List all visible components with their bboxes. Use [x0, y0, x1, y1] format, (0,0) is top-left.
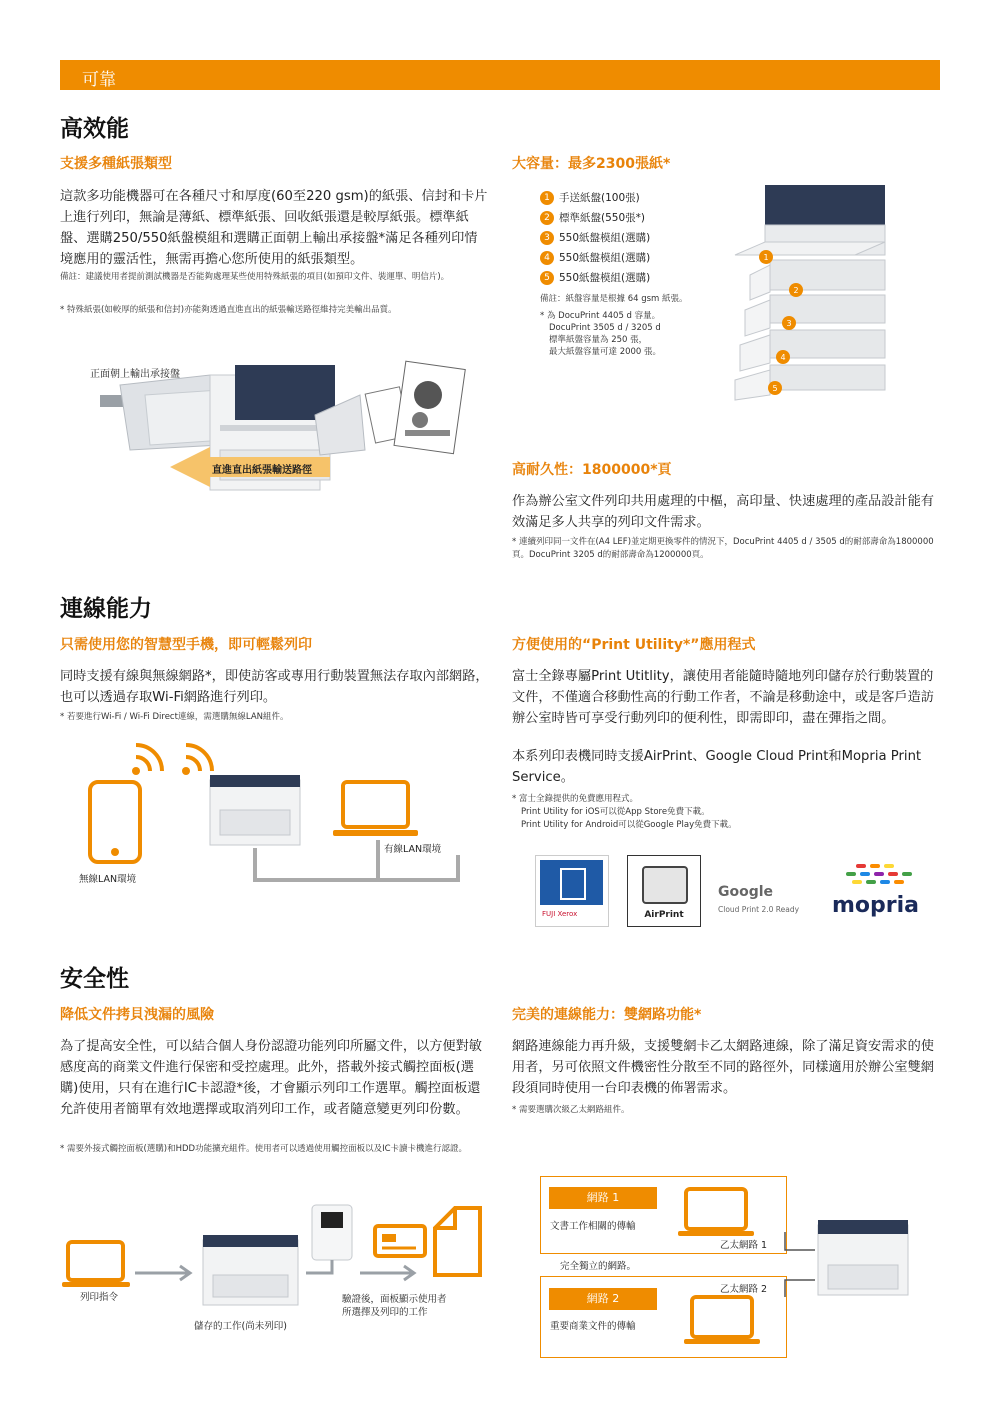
dual-network-illustration: [670, 1185, 920, 1345]
capacity-text: 550紙盤模組(選購): [559, 252, 651, 264]
smartphone-body: 同時支援有線與無線網路*，即使訪客或專用行動裝置無法存取內部網路，也可以透過存取Wi-Fi網路進行列印。: [60, 669, 489, 705]
print-utility-note-line2: Print Utility for iOS可以從App Store免費下載。: [521, 807, 710, 817]
network2-desc: 重要商業文件的傳輸: [550, 1321, 636, 1332]
tray-label: 4: [780, 353, 786, 362]
capacity-item: [540, 228, 740, 248]
label-wireless-lan: 無線LAN環境: [79, 874, 137, 885]
heading-performance: 高效能: [60, 116, 129, 142]
fuji-xerox-app-logo: [535, 855, 609, 927]
label-verify-line1: 驗證後，面板顯示使用者: [342, 1294, 447, 1305]
paper-types-note1: 備註：建議使用者提前測試機器是否能夠處理某些使用特殊紙張的項目(如預印文件、裝運單、明信片)。: [60, 272, 450, 282]
network1-ethernet: 乙太網路 1: [720, 1240, 768, 1251]
tray-label: 3: [786, 319, 792, 328]
capacity-list: [540, 188, 740, 288]
capacity-item: [540, 268, 740, 288]
label-verify-line2: 所選擇及列印的工作: [342, 1307, 428, 1318]
capacity-note2-line4: 最大紙盤容量可達 2000 張。: [549, 347, 662, 357]
capacity-note2-line1: * 為 DocuPrint 4405 d 容量。: [540, 311, 661, 321]
print-utility-body: 富士全錄專屬Print Utitlity，讓使用者能隨時隨地列印儲存於行動裝置的文件，不僅適合移動性高的行動工作者，不論是移動途中，或是客戶造訪辦公室時皆可享受行動列印的便利性，即需即印，盡在彈指之間。: [512, 669, 934, 726]
label-print-command: 列印指令: [80, 1292, 119, 1303]
label-faceup-tray: 正面朝上輸出承接盤: [90, 369, 180, 380]
smartphone-note: * 若要進行Wi-Fi / Wi-Fi Direct連線，需選購無線LAN組件。: [60, 712, 289, 722]
dual-network-body: 網路連線能力再升級，支援雙網卡乙太網路連線，除了滿足資安需求的使用者，另可依照文件機密性分散至不同的路徑外，同樣適用於辦公室雙網段須同時使用一台印表機的佈署需求。: [512, 1039, 934, 1096]
subheading-dual-network: 完美的連線能力：雙網路功能*: [512, 1007, 702, 1023]
capacity-num: 4: [540, 251, 554, 265]
capacity-num: 5: [540, 271, 554, 285]
capacity-text: 標準紙盤(550張*): [559, 212, 645, 224]
heading-security: 安全性: [60, 966, 129, 992]
wireless-network-illustration: [60, 740, 480, 885]
printer-icon: [642, 866, 688, 904]
section-header-title: 可靠: [82, 70, 116, 90]
label-straight-path: 直進直出紙張輸送路徑: [212, 465, 312, 476]
capacity-text: 550紙盤模組(選購): [559, 272, 651, 284]
print-utility-note-line1: * 富士全錄提供的免費應用程式。: [512, 794, 638, 804]
capacity-num: 3: [540, 231, 554, 245]
independent-network-label: 完全獨立的網路。: [560, 1261, 637, 1272]
capacity-text: 手送紙盤(100張): [559, 192, 640, 204]
label-stored-jobs: 儲存的工作(尚未列印): [194, 1321, 287, 1332]
durability-body: 作為辦公室文件列印共用處理的中樞，高印量、快速處理的產品設計能有效滿足多人共享的列印文件需求。: [512, 494, 934, 530]
airprint-text: AirPrint: [644, 910, 684, 920]
tray-label: 5: [772, 384, 778, 393]
capacity-note2-line3: 標準紙盤容量為 250 張，: [549, 335, 648, 345]
section-header-bar: [60, 60, 940, 90]
print-utility-body2: 本系列印表機同時支援AirPrint、Google Cloud Print和Mopria Print Service。: [512, 749, 922, 785]
capacity-item: [540, 208, 740, 228]
capacity-item: [540, 188, 740, 208]
leak-note: * 需要外接式觸控面板(選購)和HDD功能擴充組件。使用者可以透過使用觸控面板以及IC卡讀卡機進行認證。: [60, 1144, 468, 1154]
durability-note: * 連續列印同一文件在(A4 LEF)並定期更換零件的情況下，DocuPrint 4405 d / 3505 d的耐部壽命為1800000頁。DocuPrint 3205 d的耐部壽命為1200000頁。: [512, 537, 934, 560]
network1-button: 網路 1: [549, 1187, 657, 1209]
fuji-xerox-text: FUJI Xerox: [542, 910, 578, 918]
mopria-dots-icon: [836, 862, 916, 892]
capacity-num: 1: [540, 191, 554, 205]
mopria-text: mopria: [832, 893, 920, 918]
subheading-paper-types: 支援多種紙張類型: [60, 156, 172, 172]
capacity-item: [540, 248, 740, 268]
network2-button: 網路 2: [549, 1288, 657, 1310]
leak-body: 為了提高安全性，可以結合個人身份認證功能列印所屬文件，以方便對敏感度高的商業文件進行保密和受控處理。此外，搭載外接式觸控面板(選購)使用，只有在進行IC卡認證*後，才會顯示列印工作選單。觸控面板還允許使用者簡單有效地選擇或取消列印工作，或者隨意變更列印份數。: [60, 1039, 482, 1117]
subheading-capacity: 大容量：最多2300張紙*: [512, 156, 671, 172]
dual-network-note: * 需要選購次級乙太網路組件。: [512, 1105, 630, 1115]
app-icon: [540, 860, 603, 905]
subheading-print-utility: 方便使用的“Print Utility*”應用程式: [512, 637, 756, 653]
paper-types-body: 這款多功能機器可在各種尺寸和厚度(60至220 gsm)的紙張、信封和卡片上進行列印，無論是薄紙、標準紙張、回收紙張還是較厚紙張。標準紙盤、選購250/550紙盤模組和選購正面朝上輸出承接盤*滿足各種列印情境應用的靈活性，無需再擔心您所使用的紙張類型。: [60, 189, 488, 267]
printer-trays-illustration: [725, 180, 895, 405]
google-cloud-print-text: Cloud Print 2.0 Ready: [718, 905, 800, 914]
doc-glyph: [560, 868, 586, 900]
network1-desc: 文書工作相關的傳輸: [550, 1221, 636, 1232]
capacity-num: 2: [540, 211, 554, 225]
subheading-leak: 降低文件拷貝洩漏的風險: [60, 1007, 214, 1023]
heading-connectivity: 連線能力: [60, 596, 152, 622]
capacity-note2-line2: DocuPrint 3505 d / 3205 d: [549, 323, 661, 333]
subheading-durability: 高耐久性：1800000*頁: [512, 462, 672, 478]
airprint-logo: [627, 855, 701, 927]
google-text: Google: [718, 884, 774, 900]
paper-types-note2: * 特殊紙張(如較厚的紙張和信封)亦能夠透過直進直出的紙張輸送路徑維持完美輸出品質。: [60, 305, 397, 315]
capacity-note1: 備註：紙盤容量是根據 64 gsm 紙張。: [540, 294, 688, 304]
label-wired-lan: 有線LAN環境: [384, 844, 442, 855]
tray-label: 1: [763, 253, 769, 262]
tray-label: 2: [793, 286, 799, 295]
capacity-text: 550紙盤模組(選購): [559, 232, 651, 244]
subheading-smartphone: 只需使用您的智慧型手機，即可輕鬆列印: [60, 637, 312, 653]
network2-ethernet: 乙太網路 2: [720, 1284, 768, 1295]
print-utility-note-line3: Print Utility for Android可以從Google Play免費下載。: [521, 820, 737, 830]
